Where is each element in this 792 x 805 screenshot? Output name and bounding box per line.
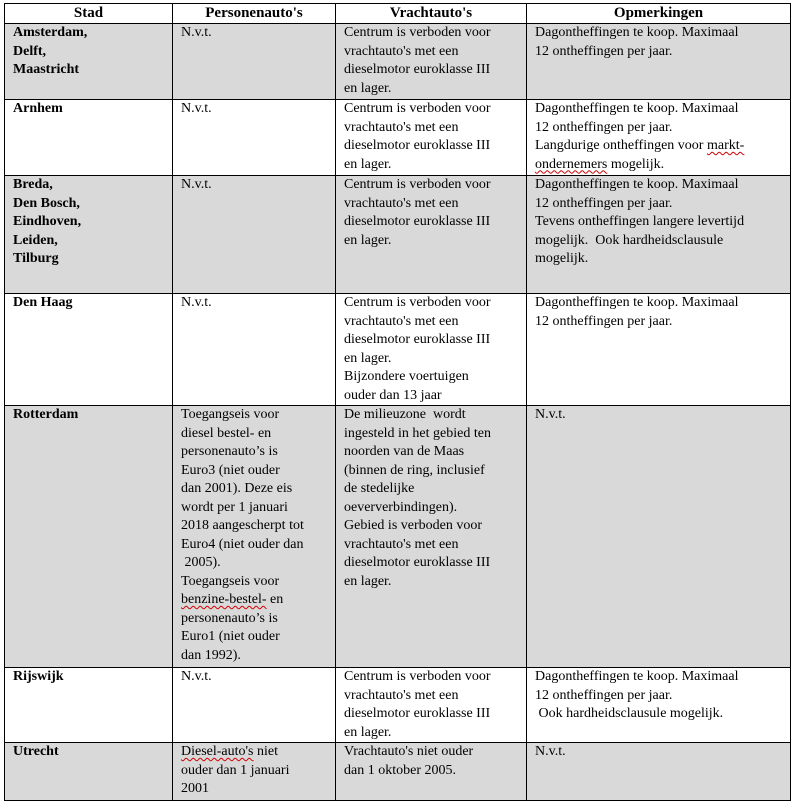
cell-vrachtautos (336, 668, 527, 743)
cell-line: 12 ontheffingen per jaar. (535, 43, 673, 59)
cell-personenautos (173, 100, 336, 176)
cell-line: 2018 aangescherpt tot (181, 518, 304, 533)
spellcheck-flag: ondernemers (535, 156, 608, 172)
table-row (5, 294, 791, 406)
cell-vrachtautos (336, 743, 527, 801)
spellcheck-flag: markt- (706, 138, 745, 153)
cell-line: en lager. (344, 350, 392, 366)
cell-line: benzine-bestel- en (181, 592, 284, 607)
cell-line: mogelijk. Ook hardheidsclausule (535, 232, 724, 248)
cell-line: (binnen de ring, inclusief (344, 462, 485, 478)
cell-line: diesel bestel- en (181, 425, 272, 441)
cell-line: Dagontheffingen te koop. Maximaal (535, 25, 739, 40)
cell-opmerkingen (527, 406, 791, 668)
cell-line: Diesel-auto's niet (181, 744, 279, 759)
cell-line: oeververbindingen). (344, 499, 458, 515)
cell-line: Rijswijk (13, 669, 64, 684)
cell-line: Dagontheffingen te koop. Maximaal (535, 295, 739, 310)
cell-stad (5, 294, 173, 406)
cell-line: de stedelijke (344, 481, 415, 496)
cell-line: en lager. (344, 156, 392, 172)
cell-line: Centrum is verboden voor (344, 101, 491, 116)
header-personenautos: Personenauto's (173, 4, 336, 24)
cell-line: dieselmotor euroklasse III (344, 214, 491, 229)
cell-vrachtautos (336, 176, 527, 294)
cell-line: N.v.t. (181, 25, 212, 40)
cell-opmerkingen (527, 294, 791, 406)
cell-line: N.v.t. (181, 295, 212, 310)
cell-line: Centrum is verboden voor (344, 25, 491, 40)
cell-line: en lager. (344, 232, 392, 248)
cell-line: Ook hardheidsclausule mogelijk. (535, 706, 724, 721)
cell-line: Eindhoven, (13, 214, 82, 229)
cell-opmerkingen (527, 743, 791, 801)
cell-personenautos (173, 743, 336, 801)
cell-vrachtautos (336, 100, 527, 176)
cell-line: wordt per 1 januari (181, 499, 288, 515)
cell-line: N.v.t. (181, 669, 212, 684)
cell-line: Breda, (13, 177, 53, 192)
cell-opmerkingen (527, 24, 791, 100)
cell-line: vrachtauto's met een (344, 313, 459, 329)
cell-line: 12 ontheffingen per jaar. (535, 687, 673, 703)
cell-line: dieselmotor euroklasse III (344, 706, 491, 721)
cell-line: Tilburg (13, 251, 59, 266)
table-body (5, 24, 791, 801)
cell-line: vrachtauto's met een (344, 536, 459, 552)
table-row (5, 668, 791, 743)
cell-personenautos (173, 176, 336, 294)
cell-line: Utrecht (13, 744, 59, 759)
cell-line: dieselmotor euroklasse III (344, 62, 491, 77)
cell-line: Den Bosch, (13, 195, 80, 211)
cell-line: Bijzondere voertuigen (344, 369, 469, 384)
cell-personenautos (173, 406, 336, 668)
cell-line: vrachtauto's met een (344, 687, 459, 703)
cell-line: Euro4 (niet ouder dan (181, 536, 304, 552)
cell-personenautos (173, 294, 336, 406)
cell-opmerkingen (527, 100, 791, 176)
cell-line: mogelijk. (535, 251, 589, 266)
table-row (5, 176, 791, 294)
cell-line: Centrum is verboden voor (344, 295, 491, 310)
cell-line: en lager. (344, 573, 392, 589)
cell-line: Euro1 (niet ouder (181, 629, 280, 644)
cell-line: vrachtauto's met een (344, 43, 459, 59)
cell-line: noorden van de Maas (344, 444, 465, 459)
cell-stad (5, 100, 173, 176)
cell-line: Maastricht (13, 62, 80, 77)
cell-line: 12 ontheffingen per jaar. (535, 195, 673, 211)
cell-line: Arnhem (13, 101, 63, 116)
cell-line: Dagontheffingen te koop. Maximaal (535, 101, 739, 116)
cell-stad (5, 406, 173, 668)
cell-stad (5, 176, 173, 294)
header-opmerkingen: Opmerkingen (527, 4, 791, 24)
cell-line: Euro3 (niet ouder (181, 462, 280, 478)
cell-line: Langdurige ontheffingen voor markt- (535, 138, 745, 153)
spellcheck-flag: Diesel-auto's (181, 744, 254, 759)
cell-line: 12 ontheffingen per jaar. (535, 313, 673, 329)
cell-line: 12 ontheffingen per jaar. (535, 119, 673, 135)
cell-personenautos (173, 24, 336, 100)
cell-line: ouder dan 13 jaar (344, 387, 442, 403)
table-row (5, 743, 791, 801)
cell-line: Tevens ontheffingen langere levertijd (535, 214, 745, 229)
table-row (5, 100, 791, 176)
header-vrachtautos: Vrachtauto's (336, 4, 527, 24)
cell-line: Dagontheffingen te koop. Maximaal (535, 177, 739, 192)
cell-line: Delft, (13, 43, 47, 59)
cell-line: Leiden, (13, 232, 58, 248)
cell-line: personenauto’s is (181, 444, 278, 459)
header-row (5, 4, 791, 24)
cell-line: Centrum is verboden voor (344, 669, 491, 684)
cell-line: dieselmotor euroklasse III (344, 332, 491, 347)
cell-line: dan 1992). (181, 647, 241, 663)
cell-line: en lager. (344, 724, 392, 740)
cell-line: dieselmotor euroklasse III (344, 555, 491, 570)
cell-line: Rotterdam (13, 407, 79, 422)
cell-line: N.v.t. (181, 177, 212, 192)
cell-line: dan 1 oktober 2005. (344, 762, 456, 778)
cell-line: 2005). (181, 555, 221, 570)
cell-line: Centrum is verboden voor (344, 177, 491, 192)
cell-stad (5, 743, 173, 801)
cell-line: vrachtauto's met een (344, 195, 459, 211)
cell-line: en lager. (344, 80, 392, 96)
cell-line: N.v.t. (535, 407, 566, 422)
cell-stad (5, 24, 173, 100)
cell-line: Amsterdam, (13, 25, 88, 40)
table-row (5, 406, 791, 668)
cell-opmerkingen (527, 668, 791, 743)
cell-vrachtautos (336, 294, 527, 406)
cell-stad (5, 668, 173, 743)
table-row (5, 24, 791, 100)
cell-line: ouder dan 1 januari (181, 762, 290, 778)
cell-line: dieselmotor euroklasse III (344, 138, 491, 153)
cell-line: ingesteld in het gebied ten (344, 425, 491, 441)
cell-personenautos (173, 668, 336, 743)
cell-line: De milieuzone wordt (344, 407, 466, 422)
cell-line: vrachtauto's met een (344, 119, 459, 135)
milieuzone-table (4, 3, 791, 801)
cell-line: ondernemers mogelijk. (535, 156, 665, 172)
cell-vrachtautos (336, 24, 527, 100)
cell-line: N.v.t. (181, 101, 212, 116)
cell-line: N.v.t. (535, 744, 566, 759)
cell-line: 2001 (181, 781, 209, 796)
header-stad: Stad (5, 4, 173, 24)
cell-line: Toegangseis voor (181, 573, 280, 589)
cell-vrachtautos (336, 406, 527, 668)
cell-line: Den Haag (13, 295, 73, 310)
cell-line: Dagontheffingen te koop. Maximaal (535, 669, 739, 684)
cell-line: Vrachtauto's niet ouder (344, 744, 474, 759)
cell-line: dan 2001). Deze eis (181, 481, 293, 496)
cell-line: Gebied is verboden voor (344, 518, 483, 533)
cell-line: personenauto’s is (181, 610, 278, 626)
cell-opmerkingen (527, 176, 791, 294)
cell-line: Toegangseis voor (181, 407, 280, 422)
spellcheck-flag: benzine-bestel- (181, 592, 267, 607)
